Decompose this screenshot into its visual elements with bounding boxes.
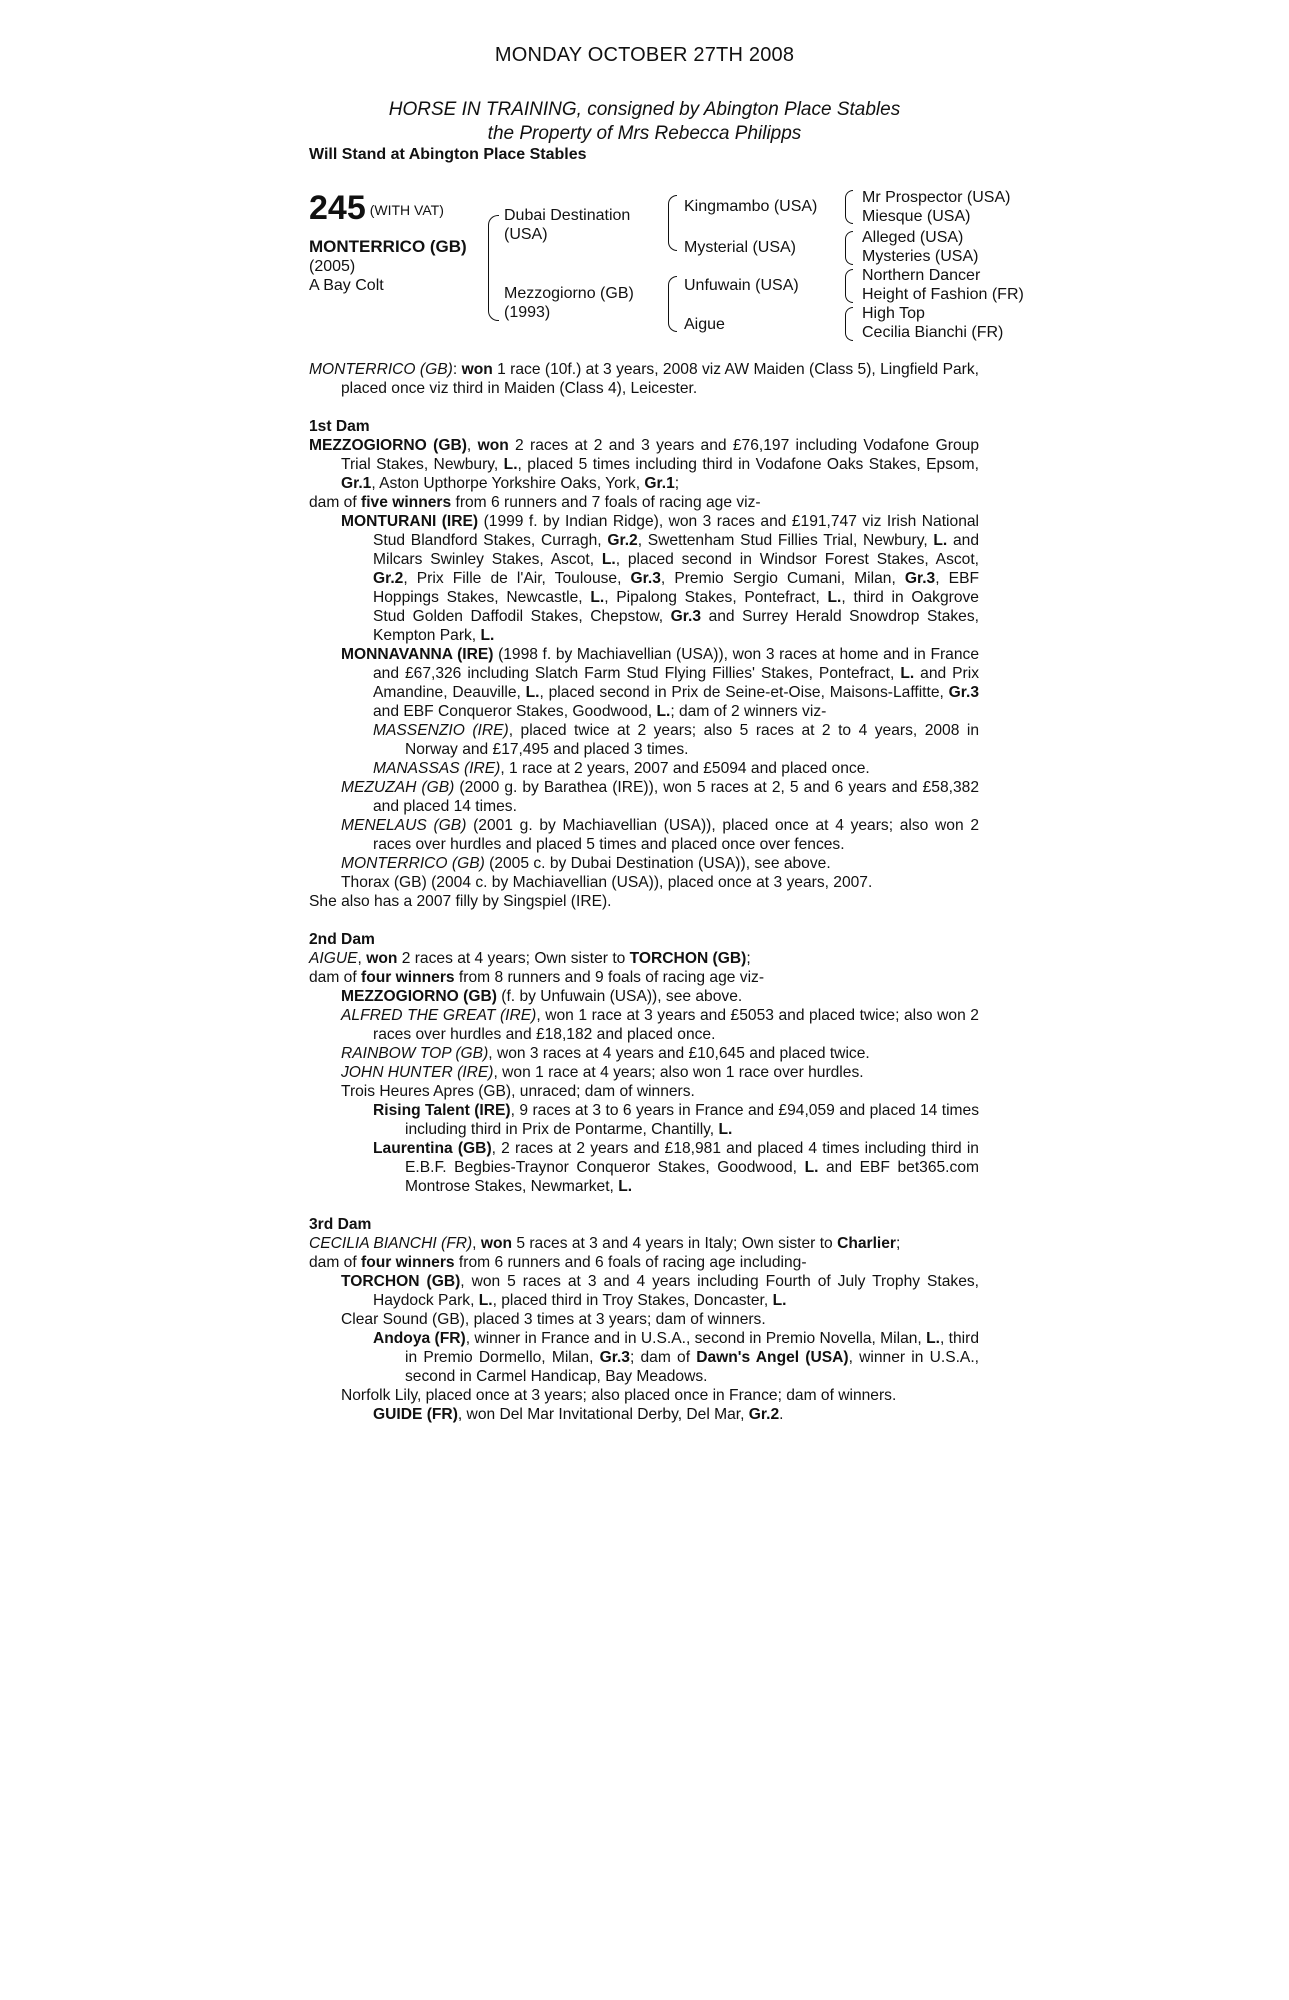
- third-dam-name: CECILIA BIANCHI (FR): [309, 1235, 473, 1252]
- text-run: and Prix Amandine, Deauville,: [373, 665, 979, 701]
- winners-count: four winners: [361, 969, 455, 986]
- text-run: , Swettenham Stud Fillies Trial, Newbury,: [637, 532, 934, 549]
- text-run: (2001 g. by Machiavellian (USA)), placed once at 4 years; also won 2 races over hurdles and placed 5 times and placed once over fences.: [373, 817, 979, 853]
- horse-year: (2005): [309, 258, 356, 275]
- horse-description: A Bay Colt: [309, 277, 384, 294]
- produce-filly: She also has a 2007 filly by Singspiel (IRE).: [309, 893, 612, 910]
- pedigree-dds: High Top: [862, 305, 925, 322]
- listed-mark: L.: [926, 1330, 940, 1347]
- consignor-line: HORSE IN TRAINING, consigned by Abington Place Stables: [388, 99, 901, 120]
- dam-year: (1993): [504, 304, 551, 321]
- listed-mark: L.: [772, 1292, 787, 1309]
- first-dam-entry: [309, 436, 979, 493]
- pedigree-ddd: Cecilia Bianchi (FR): [862, 324, 1004, 341]
- race-record: [309, 360, 979, 398]
- horse-name-italic: MANASSAS (IRE): [373, 760, 501, 777]
- listed-mark: L.: [933, 532, 948, 549]
- produce-rising-talent: [309, 1101, 979, 1139]
- text-run: dam of: [309, 969, 362, 986]
- text-run: , placed 5 times including third in Vodafone Oaks Stakes, Epsom,: [517, 456, 979, 473]
- produce-manassas: [309, 759, 979, 778]
- text-run: , winner in U.S.A., second in Carmel Handicap, Bay Meadows.: [405, 1349, 979, 1385]
- pedigree-bracket-sd: [845, 231, 853, 265]
- text-run: 2 races at 4 years; Own sister to: [397, 950, 630, 967]
- text-run: from 6 runners and 6 foals of racing age including-: [454, 1254, 807, 1271]
- horse-name-italic: MONTERRICO (GB): [341, 855, 485, 872]
- horse-name-italic: ALFRED THE GREAT (IRE): [341, 1007, 537, 1024]
- text-run: , won Del Mar Invitational Derby, Del Mar,: [457, 1406, 749, 1423]
- listed-mark: L.: [900, 665, 915, 682]
- sire-name: Dubai Destination: [504, 207, 631, 224]
- text-run: from 8 runners and 9 foals of racing age viz-: [454, 969, 765, 986]
- group-mark: Gr.3: [948, 684, 979, 701]
- listed-mark: L.: [525, 684, 540, 701]
- winners-count: four winners: [361, 1254, 455, 1271]
- text-run: , Pipalong Stakes, Pontefract,: [604, 589, 828, 606]
- pedigree-sire-dam: Mysterial (USA): [684, 239, 797, 256]
- text-run: dam of: [309, 1254, 362, 1271]
- pedigree-sire-sire: Kingmambo (USA): [684, 198, 818, 215]
- text-run: , placed second in Windsor Forest Stakes, Ascot,: [615, 551, 979, 568]
- third-dam-produce: [309, 1253, 979, 1272]
- text-run: , won 5 races at 3 and 4 years including Fourth of July Trophy Stakes, Haydock Park,: [373, 1273, 980, 1309]
- sire-country: (USA): [504, 226, 548, 243]
- text-run: and Surrey Herald Snowdrop Stakes, Kempton Park,: [373, 608, 979, 644]
- winners-count: five winners: [361, 494, 452, 511]
- text-run: ; dam of: [629, 1349, 697, 1366]
- text-run: from 6 runners and 7 foals of racing age viz-: [451, 494, 761, 511]
- pedigree-bracket-dd: [845, 307, 853, 341]
- sep: ,: [472, 1235, 481, 1252]
- group-mark: Gr.3: [630, 570, 661, 587]
- listed-mark: L.: [827, 589, 842, 606]
- horse-name-bold: TORCHON (GB): [341, 1273, 461, 1290]
- text-run: .: [779, 1406, 784, 1423]
- second-dam-entry: [309, 949, 979, 968]
- horse-name-bold: Andoya (FR): [373, 1330, 466, 1347]
- first-dam-produce: [309, 493, 979, 512]
- horse-name-bold: MONTURANI (IRE): [341, 513, 479, 530]
- text-run: ;: [674, 475, 680, 492]
- pedigree-ssd: Miesque (USA): [862, 208, 971, 225]
- listed-mark: L.: [478, 1292, 493, 1309]
- produce-monnavanna: [309, 645, 979, 721]
- produce-mezuzah: [309, 778, 979, 816]
- pedigree-bracket-ss: [845, 190, 853, 224]
- produce-laurentina: [309, 1139, 979, 1196]
- listed-mark: L.: [804, 1159, 819, 1176]
- group-mark: Gr.3: [599, 1349, 630, 1366]
- stand-line: Will Stand at Abington Place Stables: [309, 146, 587, 163]
- won-label: won: [477, 437, 509, 454]
- text-run: , 9 races at 3 to 6 years in France and £94,059 and placed 14 times including third in Prix de Pontarme, Chantilly,: [405, 1102, 980, 1138]
- text-run: , 2 races at 2 years and £18,981 and placed 4 times including third in E.B.F. Begbies-Traynor Conqueror Stakes, Goodwood,: [405, 1140, 979, 1176]
- horse-name-bold: Rising Talent (IRE): [373, 1102, 511, 1119]
- listed-mark: L.: [618, 1178, 633, 1195]
- text-run: (f. by Unfuwain (USA)), see above.: [496, 988, 743, 1005]
- produce-mezzogiorno: [309, 987, 979, 1006]
- group-mark: Gr.1: [341, 475, 372, 492]
- group-mark: Gr.1: [644, 475, 675, 492]
- second-dam-heading: 2nd Dam: [309, 931, 375, 948]
- won-label: won: [480, 1235, 513, 1252]
- text-run: , placed third in Troy Stakes, Doncaster,: [492, 1292, 773, 1309]
- horse-name-italic: MASSENZIO (IRE): [373, 722, 509, 739]
- horse-name-italic: MENELAUS (GB): [341, 817, 467, 834]
- produce-thorax: Thorax (GB) (2004 c. by Machiavellian (USA)), placed once at 3 years, 2007.: [341, 874, 873, 891]
- group-mark: Gr.2: [607, 532, 638, 549]
- owner-line: the Property of Mrs Rebecca Philipps: [487, 123, 802, 144]
- horse-name-bold: Dawn's Angel (USA): [696, 1349, 849, 1366]
- produce-menelaus: [309, 816, 979, 854]
- text-run: 5 races at 3 and 4 years in Italy; Own sister to: [512, 1235, 838, 1252]
- horse-name-bold: TORCHON (GB): [629, 950, 747, 967]
- sep: ,: [357, 950, 367, 967]
- text-run: and EBF bet365.com Montrose Stakes, Newmarket,: [405, 1159, 979, 1195]
- produce-monturani: [309, 512, 979, 645]
- listed-mark: L.: [718, 1121, 733, 1138]
- lot-number-block: [309, 190, 444, 228]
- race-record-horse: MONTERRICO (GB): [309, 361, 453, 378]
- produce-trois: Trois Heures Apres (GB), unraced; dam of winners.: [341, 1083, 695, 1100]
- horse-name-bold: MEZZOGIORNO (GB): [341, 988, 497, 1005]
- horse-name: MONTERRICO (GB): [309, 237, 467, 256]
- pedigree-sdd: Mysteries (USA): [862, 248, 979, 265]
- lot-number: 245: [309, 189, 366, 227]
- horse-name-bold: Laurentina (GB): [373, 1140, 492, 1157]
- first-dam-name: MEZZOGIORNO (GB): [309, 437, 467, 454]
- text-run: , third in Premio Dormello, Milan,: [405, 1330, 979, 1366]
- text-run: (2000 g. by Barathea (IRE)), won 5 races at 2, 5 and 6 years and £58,382 and placed 14 times.: [373, 779, 979, 815]
- group-mark: Gr.3: [670, 608, 701, 625]
- pedigree-dam-dam: Aigue: [684, 316, 725, 333]
- listed-mark: L.: [601, 551, 616, 568]
- pedigree-bracket-ds: [845, 269, 853, 303]
- pedigree-bracket-sire: [668, 195, 677, 251]
- horse-name-bold: MONNAVANNA (IRE): [341, 646, 494, 663]
- pedigree-dam: [504, 284, 634, 322]
- dam-name: Mezzogiorno (GB): [504, 285, 634, 302]
- text-run: , Aston Upthorpe Yorkshire Oaks, York,: [371, 475, 645, 492]
- text-run: dam of: [309, 494, 362, 511]
- text-run: , won 3 races at 4 years and £10,645 and placed twice.: [488, 1045, 870, 1062]
- text-run: , winner in France and in U.S.A., second in Premio Novella, Milan,: [465, 1330, 927, 1347]
- text-run: (1998 f. by Machiavellian (USA)), won 3 races at home and in France and £67,326 including Slatch Farm Stud Flying Fillies' Stakes, Pontefract,: [373, 646, 979, 682]
- produce-alfred: [309, 1006, 979, 1044]
- third-dam-heading: 3rd Dam: [309, 1216, 372, 1233]
- group-mark: Gr.2: [373, 570, 404, 587]
- text-run: ; dam of 2 winners viz-: [670, 703, 827, 720]
- catalogue-body: [309, 360, 979, 1424]
- pedigree-bracket-main: [488, 215, 499, 321]
- text-run: 2 races at 2 and 3 years and £76,197 including Vodafone Group Trial Stakes, Newbury,: [341, 437, 979, 473]
- pedigree-dsd: Height of Fashion (FR): [862, 286, 1024, 303]
- produce-andoya: [309, 1329, 979, 1386]
- produce-clear-sound: Clear Sound (GB), placed 3 times at 3 years; dam of winners.: [341, 1311, 766, 1328]
- text-run: , won 1 race at 4 years; also won 1 race over hurdles.: [493, 1064, 864, 1081]
- text-run: ;: [896, 1235, 901, 1252]
- won-label: won: [461, 361, 493, 378]
- text-run: (2005 c. by Dubai Destination (USA)), see above.: [484, 855, 831, 872]
- text-run: and Milcars Swinley Stakes, Ascot,: [373, 532, 979, 568]
- produce-norfolk-lily: Norfolk Lily, placed once at 3 years; also placed once in France; dam of winners.: [341, 1387, 897, 1404]
- second-dam-name: AIGUE: [309, 950, 358, 967]
- listed-mark: L.: [656, 703, 671, 720]
- text-run: and EBF Conqueror Stakes, Goodwood,: [373, 703, 657, 720]
- race-record-text: 1 race (10f.) at 3 years, 2008 viz AW Maiden (Class 5), Lingfield Park, placed once viz third in Maiden (Class 4), Leicester.: [341, 361, 979, 397]
- horse-name-italic: MEZUZAH (GB): [341, 779, 455, 796]
- horse-name-italic: JOHN HUNTER (IRE): [341, 1064, 494, 1081]
- text-run: , placed twice at 2 years; also 5 races at 2 to 4 years, 2008 in Norway and £17,495 and placed 3 times.: [405, 722, 979, 758]
- horse-name-bold: GUIDE (FR): [373, 1406, 458, 1423]
- pedigree-bracket-dam: [668, 276, 677, 332]
- won-label: won: [366, 950, 398, 967]
- produce-massenzio: [309, 721, 979, 759]
- text-run: , placed second in Prix de Seine-et-Oise, Maisons-Laffitte,: [539, 684, 949, 701]
- listed-mark: L.: [590, 589, 605, 606]
- produce-guide: [309, 1405, 979, 1424]
- vat-note: (WITH VAT): [369, 202, 444, 219]
- produce-rainbow: [309, 1044, 979, 1063]
- group-mark: Gr.3: [904, 570, 936, 587]
- listed-mark: L.: [480, 627, 495, 644]
- text-run: (1999 f. by Indian Ridge), won 3 races and £191,747 viz Irish National Stud Blandford Stakes, Curragh,: [373, 513, 979, 549]
- listed-mark: L.: [503, 456, 518, 473]
- sale-date: MONDAY OCTOBER 27TH 2008: [494, 44, 795, 66]
- consignment-block: [0, 98, 1289, 146]
- pedigree-sire: [504, 206, 630, 244]
- race-record-colon: :: [452, 361, 462, 378]
- text-run: , EBF Hoppings Stakes, Newcastle,: [373, 570, 979, 606]
- text-run: , Prix Fille de l'Air, Toulouse,: [403, 570, 631, 587]
- text-run: ;: [746, 950, 751, 967]
- sep: ,: [466, 437, 478, 454]
- first-dam-heading: 1st Dam: [309, 418, 370, 435]
- produce-monterrico: [309, 854, 979, 873]
- produce-john-hunter: [309, 1063, 979, 1082]
- pedigree-dam-sire: Unfuwain (USA): [684, 277, 799, 294]
- text-run: , 1 race at 2 years, 2007 and £5094 and placed once.: [500, 760, 870, 777]
- third-dam-entry: [309, 1234, 979, 1253]
- horse-name-bold: Charlier: [837, 1235, 896, 1252]
- second-dam-produce: [309, 968, 979, 987]
- text-run: , Premio Sergio Cumani, Milan,: [660, 570, 905, 587]
- text-run: , won 1 race at 3 years and £5053 and placed twice; also won 2 races over hurdles and £18,182 and placed once.: [373, 1007, 979, 1043]
- text-run: , third in Oakgrove Stud Golden Daffodil Stakes, Chepstow,: [373, 589, 979, 625]
- pedigree-dss: Northern Dancer: [862, 267, 981, 284]
- pedigree-sss: Mr Prospector (USA): [862, 189, 1011, 206]
- group-mark: Gr.2: [748, 1406, 780, 1423]
- produce-torchon: [309, 1272, 979, 1310]
- horse-name-italic: RAINBOW TOP (GB): [341, 1045, 489, 1062]
- pedigree-sds: Alleged (USA): [862, 229, 964, 246]
